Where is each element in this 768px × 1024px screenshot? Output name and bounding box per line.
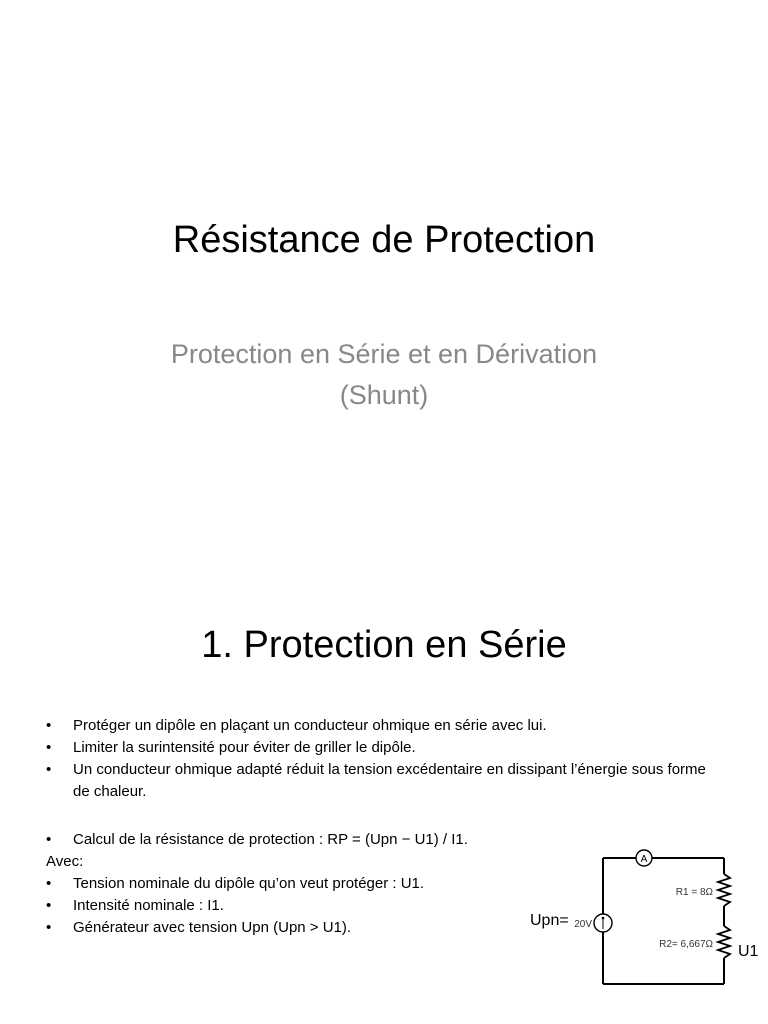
bullet-icon: • xyxy=(46,739,52,756)
content-slide xyxy=(0,576,768,1024)
resistor-r2-icon xyxy=(718,926,730,958)
bullet-text: Générateur avec tension Upn (Upn > U1). xyxy=(73,919,352,936)
upn-label: Upn= xyxy=(530,912,569,929)
list-item xyxy=(46,715,726,737)
section-title: 1. Protection en Série xyxy=(201,624,567,666)
circuit-schematic xyxy=(528,848,768,1024)
circuit-diagram xyxy=(528,848,768,1024)
list-item xyxy=(46,737,726,759)
bullet-icon: • xyxy=(46,761,52,778)
slide-subtitle xyxy=(100,334,668,416)
subtitle-line-2: (Shunt) xyxy=(339,380,429,410)
subtitle-line-1: Protection en Série et en Dérivation xyxy=(170,339,598,369)
r2-label: R2= 6,667Ω xyxy=(659,939,713,950)
bullet-icon: • xyxy=(46,831,52,848)
resistor-r1-icon xyxy=(718,874,730,906)
bullet-text: Calcul de la résistance de protection : RP = (Upn − U1) / I1. xyxy=(73,831,468,848)
list-item xyxy=(46,759,726,803)
spacer xyxy=(46,803,726,829)
avec-label: Avec: xyxy=(46,853,84,870)
bullet-text: Intensité nominale : I1. xyxy=(73,897,224,914)
bullet-icon: • xyxy=(46,897,52,914)
bullet-text: Protéger un dipôle en plaçant un conducteur ohmique en série avec lui. xyxy=(73,717,547,734)
u1-label: U1 xyxy=(738,943,759,960)
bullet-text: Un conducteur ohmique adapté réduit la tension excédentaire en dissipant l’énergie sous forme de chaleur. xyxy=(73,761,706,800)
slide-title: Résistance de Protection xyxy=(172,219,596,261)
bullet-text: Tension nominale du dipôle qu’on veut protéger : U1. xyxy=(73,875,425,892)
bullet-icon: • xyxy=(46,717,52,734)
ammeter-symbol: A xyxy=(640,854,648,865)
bullet-text: Limiter la surintensité pour éviter de griller le dipôle. xyxy=(73,739,416,756)
r1-label: R1 = 8Ω xyxy=(675,887,713,898)
bullet-icon: • xyxy=(46,919,52,936)
source-plus-dot xyxy=(602,917,605,920)
bullet-icon: • xyxy=(46,875,52,892)
source-voltage-label: 20V xyxy=(574,919,592,930)
